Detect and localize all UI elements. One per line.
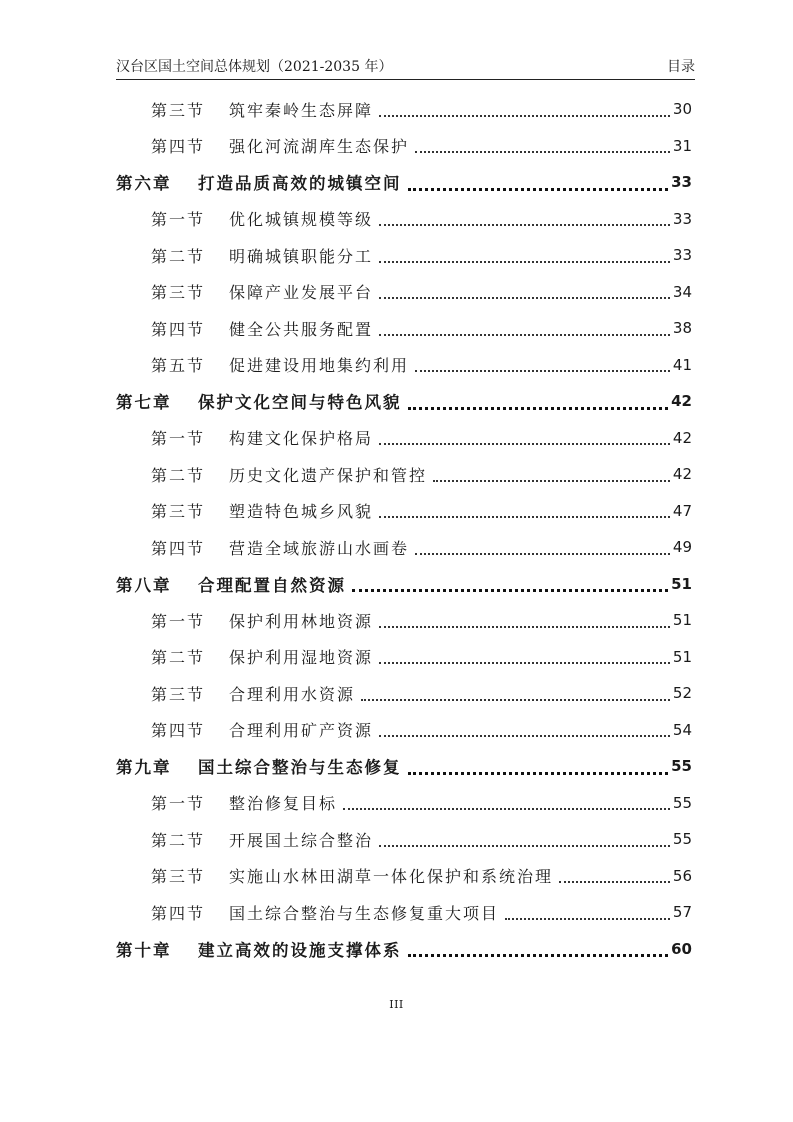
toc-entry-title: 保障产业发展平台 xyxy=(229,283,374,303)
toc-entry-page: 51 xyxy=(672,647,692,666)
dot-leader xyxy=(343,807,670,810)
toc-entry-number: 第六章 xyxy=(116,174,172,194)
toc-section-entry[interactable] xyxy=(116,602,692,639)
toc-section-entry[interactable] xyxy=(116,639,692,676)
toc-section-entry[interactable] xyxy=(116,493,692,530)
header-section-label: 目录 xyxy=(667,59,695,75)
dot-leader xyxy=(379,625,670,628)
toc-entry-title: 塑造特色城乡风貌 xyxy=(229,502,374,522)
page-number: III xyxy=(389,998,404,1011)
toc-chapter-entry[interactable] xyxy=(116,164,692,201)
toc-entry-number: 第三节 xyxy=(151,283,206,303)
dot-leader xyxy=(415,369,670,372)
toc-entry-number: 第四节 xyxy=(151,538,206,558)
toc-section-entry[interactable] xyxy=(116,529,692,566)
toc-section-entry[interactable] xyxy=(116,237,692,274)
toc-entry-title: 促进建设用地集约利用 xyxy=(229,356,410,376)
toc-entry-title: 合理配置自然资源 xyxy=(198,575,346,595)
toc-entry-title: 构建文化保护格局 xyxy=(229,429,374,449)
toc-section-entry[interactable] xyxy=(116,310,692,347)
toc-entry-page: 33 xyxy=(672,209,692,228)
toc-entry-title: 健全公共服务配置 xyxy=(229,319,374,339)
table-of-contents xyxy=(116,91,692,967)
toc-section-entry[interactable] xyxy=(116,675,692,712)
toc-section-entry[interactable] xyxy=(116,894,692,931)
dot-leader xyxy=(379,661,670,664)
toc-entry-title: 开展国土综合整治 xyxy=(229,830,374,850)
toc-entry-title: 保护文化空间与特色风貌 xyxy=(198,393,402,413)
toc-entry-page: 57 xyxy=(672,903,692,922)
toc-entry-page: 47 xyxy=(672,501,692,520)
toc-entry-page: 42 xyxy=(672,428,692,447)
toc-entry-number: 第二节 xyxy=(151,648,206,668)
toc-entry-page: 60 xyxy=(671,939,692,958)
toc-entry-page: 49 xyxy=(672,538,692,557)
toc-entry-number: 第三节 xyxy=(151,867,206,887)
toc-entry-number: 第四节 xyxy=(151,721,206,741)
toc-entry-number: 第一节 xyxy=(151,794,206,814)
toc-chapter-entry[interactable] xyxy=(116,931,692,968)
dot-leader xyxy=(415,150,670,153)
dot-leader xyxy=(379,296,670,299)
toc-entry-title: 打造品质高效的城镇空间 xyxy=(198,174,402,194)
toc-entry-number: 第九章 xyxy=(116,758,172,778)
toc-entry-title: 营造全域旅游山水画卷 xyxy=(229,538,410,558)
toc-entry-page: 51 xyxy=(671,574,692,593)
toc-entry-number: 第二节 xyxy=(151,465,206,485)
toc-entry-title: 明确城镇职能分工 xyxy=(229,246,374,266)
toc-section-entry[interactable] xyxy=(116,274,692,311)
toc-entry-page: 42 xyxy=(671,392,692,411)
dot-leader xyxy=(352,588,668,592)
toc-chapter-entry[interactable] xyxy=(116,566,692,603)
toc-section-entry[interactable] xyxy=(116,821,692,858)
toc-entry-page: 55 xyxy=(671,757,692,776)
toc-section-entry[interactable] xyxy=(116,456,692,493)
page-header xyxy=(116,56,695,80)
toc-entry-number: 第七章 xyxy=(116,393,172,413)
toc-entry-number: 第八章 xyxy=(116,575,172,595)
dot-leader xyxy=(408,406,669,410)
toc-entry-page: 55 xyxy=(672,793,692,812)
toc-chapter-entry[interactable] xyxy=(116,748,692,785)
toc-section-entry[interactable] xyxy=(116,91,692,128)
dot-leader xyxy=(408,953,669,957)
toc-entry-title: 历史文化遗产保护和管控 xyxy=(229,465,428,485)
dot-leader xyxy=(505,917,670,920)
toc-entry-page: 41 xyxy=(672,355,692,374)
toc-entry-page: 33 xyxy=(671,173,692,192)
toc-entry-title: 国土综合整治与生态修复重大项目 xyxy=(229,903,500,923)
dot-leader xyxy=(361,698,670,701)
toc-entry-title: 合理利用矿产资源 xyxy=(229,721,374,741)
toc-entry-number: 第十章 xyxy=(116,940,172,960)
toc-section-entry[interactable] xyxy=(116,201,692,238)
toc-entry-number: 第一节 xyxy=(151,611,206,631)
toc-entry-page: 34 xyxy=(672,282,692,301)
toc-entry-page: 51 xyxy=(672,611,692,630)
toc-entry-title: 筑牢秦岭生态屏障 xyxy=(229,100,374,120)
toc-entry-number: 第三节 xyxy=(151,684,206,704)
toc-entry-title: 保护利用林地资源 xyxy=(229,611,374,631)
toc-entry-title: 保护利用湿地资源 xyxy=(229,648,374,668)
toc-entry-number: 第三节 xyxy=(151,502,206,522)
toc-section-entry[interactable] xyxy=(116,347,692,384)
toc-entry-number: 第四节 xyxy=(151,319,206,339)
toc-entry-title: 优化城镇规模等级 xyxy=(229,210,374,230)
toc-section-entry[interactable] xyxy=(116,785,692,822)
toc-entry-title: 建立高效的设施支撑体系 xyxy=(198,940,402,960)
toc-entry-number: 第五节 xyxy=(151,356,206,376)
toc-section-entry[interactable] xyxy=(116,420,692,457)
dot-leader xyxy=(559,880,670,883)
toc-entry-title: 整治修复目标 xyxy=(229,794,338,814)
toc-entry-page: 52 xyxy=(672,684,692,703)
document-title: 汉台区国土空间总体规划（2021-2035 年） xyxy=(116,59,393,75)
toc-entry-page: 33 xyxy=(672,246,692,265)
toc-chapter-entry[interactable] xyxy=(116,383,692,420)
toc-entry-number: 第一节 xyxy=(151,210,206,230)
toc-entry-page: 56 xyxy=(672,866,692,885)
toc-entry-title: 实施山水林田湖草一体化保护和系统治理 xyxy=(229,867,554,887)
toc-entry-number: 第二节 xyxy=(151,246,206,266)
toc-entry-page: 38 xyxy=(672,319,692,338)
dot-leader xyxy=(379,844,670,847)
dot-leader xyxy=(379,333,670,336)
toc-entry-number: 第三节 xyxy=(151,100,206,120)
toc-entry-page: 42 xyxy=(672,465,692,484)
toc-section-entry[interactable] xyxy=(116,858,692,895)
dot-leader xyxy=(415,552,670,555)
toc-section-entry[interactable] xyxy=(116,712,692,749)
dot-leader xyxy=(379,114,670,117)
toc-entry-number: 第四节 xyxy=(151,903,206,923)
toc-entry-page: 30 xyxy=(672,100,692,119)
toc-entry-number: 第一节 xyxy=(151,429,206,449)
toc-entry-page: 55 xyxy=(672,830,692,849)
toc-entry-title: 国土综合整治与生态修复 xyxy=(198,758,402,778)
toc-entry-title: 合理利用水资源 xyxy=(229,684,356,704)
dot-leader xyxy=(379,223,670,226)
toc-section-entry[interactable] xyxy=(116,128,692,165)
toc-entry-number: 第二节 xyxy=(151,830,206,850)
dot-leader xyxy=(379,442,670,445)
dot-leader xyxy=(408,771,669,775)
toc-entry-number: 第四节 xyxy=(151,137,206,157)
dot-leader xyxy=(379,734,670,737)
toc-entry-title: 强化河流湖库生态保护 xyxy=(229,137,410,157)
toc-entry-page: 31 xyxy=(672,136,692,155)
dot-leader xyxy=(408,187,669,191)
dot-leader xyxy=(379,260,670,263)
dot-leader xyxy=(433,479,670,482)
toc-entry-page: 54 xyxy=(672,720,692,739)
dot-leader xyxy=(379,515,670,518)
